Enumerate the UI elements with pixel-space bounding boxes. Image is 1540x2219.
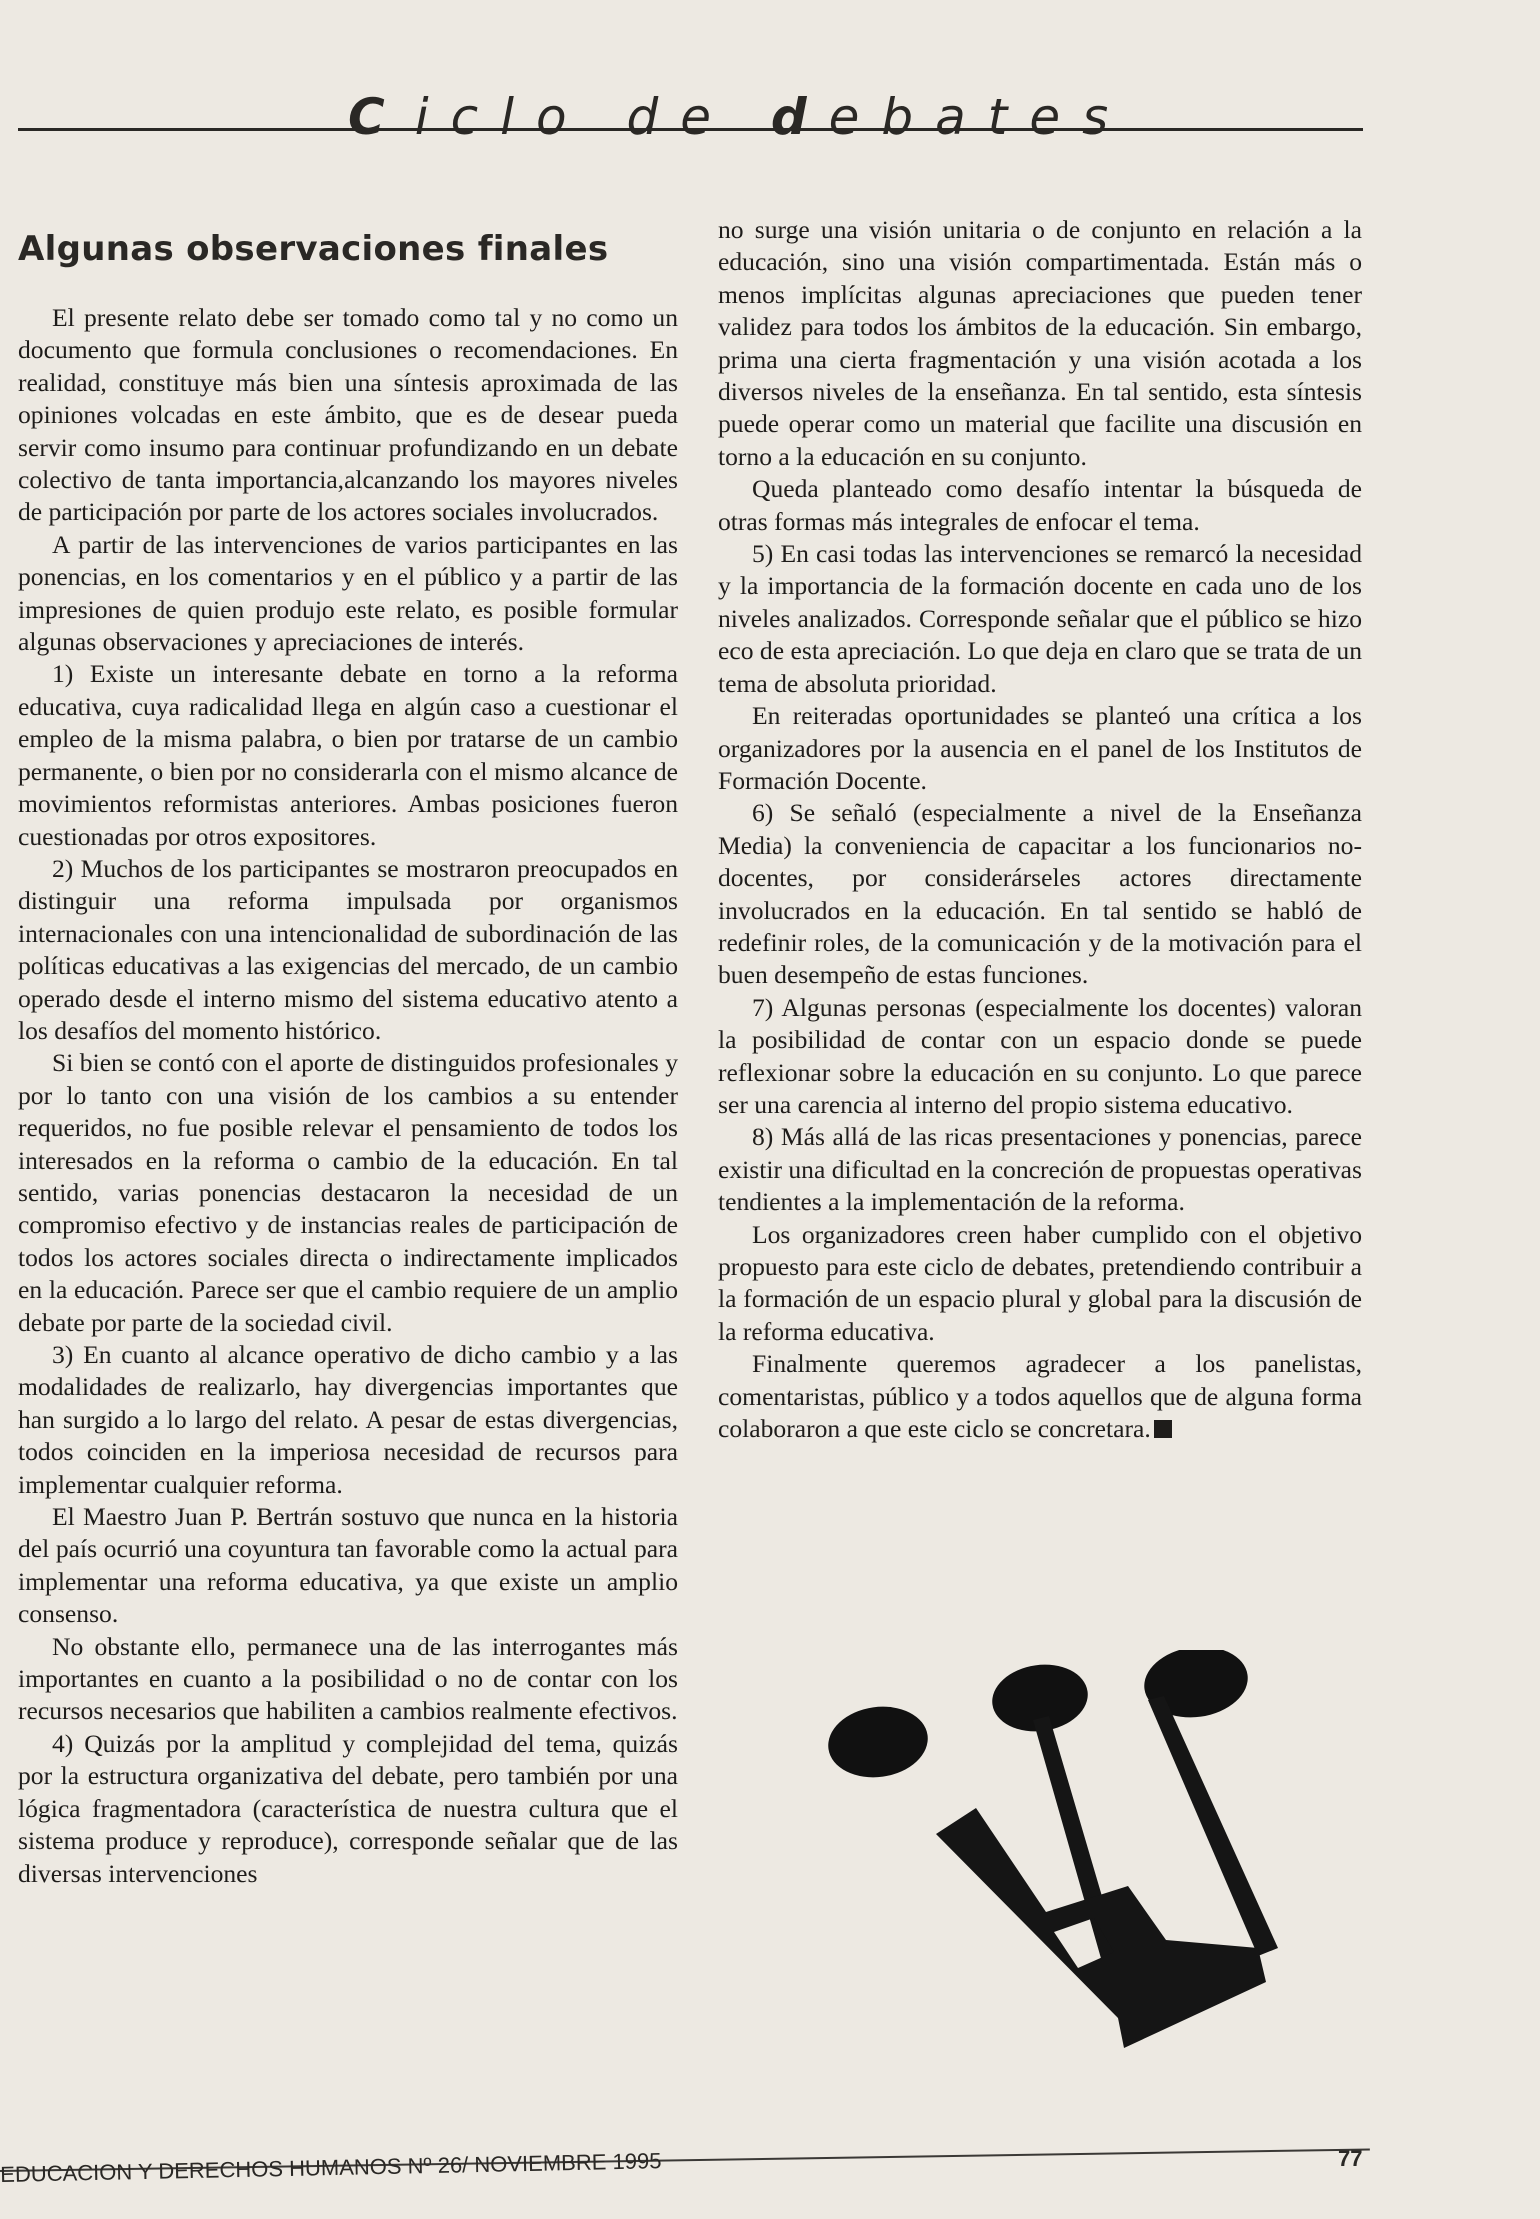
paragraph: 5) En casi todas las intervenciones se remarcó la necesidad y la importancia de la formación docente en cada uno de los niveles analizados. Corresponde señalar que el público se hizo eco de esta apreciación. Lo que deja en claro que se trata de un tema de absoluta prioridad. — [718, 539, 1362, 698]
header-title — [348, 88, 1131, 146]
paragraph: Si bien se contó con el aporte de distinguidos profesionales y por lo tanto con una visión de los cambios a su entender requeridos, no fue posible relevar el pensamiento de todos los interesados en la reforma o cambio de la educación. En tal sentido, varias ponencias destacaron la necesidad de un compromiso efectivo y de instancias reales de participación de todos los actores sociales directa o indirectamente implicados en la educación. Parece ser que el cambio requiere de un amplio debate por parte de la sociedad civil. — [18, 1048, 678, 1337]
header-title-end: ebates — [828, 88, 1131, 146]
page-number: 77 — [1338, 2146, 1363, 2171]
end-mark-icon — [1154, 1420, 1172, 1438]
paragraph: 2) Muchos de los participantes se mostraron preocupados en distinguir una reforma impulsada por organismos internacionales con una intencionalidad de subordinación de las políticas educativas a las exigencias del mercado, de un cambio operado desde el interno mismo del sistema educativo atento a los desafíos del momento histórico. — [18, 853, 678, 1045]
paragraph: Queda planteado como desafío intentar la búsqueda de otras formas más integrales de enfocar el tema. — [718, 474, 1362, 536]
paragraph: El Maestro Juan P. Bertrán sostuvo que nunca en la historia del país ocurrió una coyuntura tan favorable como la actual para implementar una reforma educativa, ya que existe un amplio consenso. — [18, 1502, 678, 1629]
left-column — [18, 210, 678, 1890]
paragraph: 3) En cuanto al alcance operativo de dicho cambio y a las modalidades de realizarlo, hay divergencias importantes que han surgido a lo largo del relato. A pesar de estas divergencias, todos coinciden en la imperiosa necesidad de recursos para implementar cualquier reforma. — [18, 1340, 678, 1499]
paragraph: 8) Más allá de las ricas presentaciones y ponencias, parece existir una dificultad en la concreción de propuestas operativas tendientes a la implementación de la reforma. — [718, 1122, 1362, 1217]
paragraph: no surge una visión unitaria o de conjunto en relación a la educación, sino una visión compartimentada. Están más o menos implícitas algunas apreciaciones que pueden tener validez para todos los ámbitos de la educación. Sin embargo, prima una cierta fragmentación y una visión acotada a los diversos niveles de la enseñanza. En tal sentido, esta síntesis puede operar como un material que facilite una discusión en torno a la educación en su conjunto. — [718, 215, 1362, 471]
paragraph: 6) Se señaló (especialmente a nivel de la Enseñanza Media) la conveniencia de capacitar a los funcionarios no-docentes, por considerárseles actores directamente involucrados en la educación. En tal sentido se habló de redefinir roles, de la comunicación y de la motivación para el buen desempeño de estas funciones. — [718, 798, 1362, 990]
paragraph: A partir de las intervenciones de varios participantes en las ponencias, en los comentarios y en el público y a partir de las impresiones de quien produjo este relato, es posible formular algunas observaciones y apreciaciones de interés. — [18, 529, 678, 657]
paragraph: En reiteradas oportunidades se planteó una crítica a los organizadores por la ausencia en el panel de los Institutos de Formación Docente. — [718, 701, 1362, 795]
header-title-middle: iclo de — [414, 88, 771, 146]
paragraph: 4) Quizás por la amplitud y complejidad del tema, quizás por la estructura organizativa del debate, pero también por una lógica fragmentadora (característica de nuestra cultura que el sistema produce y reproduce), corresponde señalar que de las diversas intervenciones — [18, 1728, 678, 1888]
section-title: Algunas observaciones finales — [18, 229, 609, 269]
paragraph: 1) Existe un interesante debate en torno a la reforma educativa, cuya radicalidad llega en algún caso a cuestionar el empleo de la misma palabra, o bien por tratarse de un cambio permanente, o bien por no considerarla con el mismo alcance de movimientos reformistas anteriores. Ambas posiciones fueron cuestionadas por otros expositores. — [18, 659, 678, 851]
paragraph: 7) Algunas personas (especialmente los docentes) valoran la posibilidad de contar con un espacio donde se puede reflexionar sobre la educación en su conjunto. Lo que parece ser una carencia al interno del propio sistema educativo. — [718, 992, 1362, 1119]
paragraph: Los organizadores creen haber cumplido con el objetivo propuesto para este ciclo de debates, pretendiendo contribuir a la formación de un espacio plural y global para la discusión de la reforma educativa. — [718, 1219, 1362, 1346]
header-rule — [18, 128, 1363, 131]
music-notes-logo-icon — [818, 1650, 1298, 2070]
right-column — [718, 214, 1362, 1445]
final-paragraph — [718, 1348, 1362, 1445]
page-header — [18, 88, 1363, 148]
header-first-letter: C — [348, 88, 415, 146]
paragraph: El presente relato debe ser tomado como tal y no como un documento que formula conclusiones o recomendaciones. En realidad, constituye más bien una síntesis aproximada de las opiniones volcadas en este ámbito, que es de desear pueda servir como insumo para continuar profundizando en un debate colectivo de tanta importancia,alcanzando los mayores niveles de participación por parte de los actores sociales involucrados. — [18, 303, 678, 527]
footer-publication: EDUCACION Y DERECHOS HUMANOS Nº 26/ NOVIEMBRE 1995 — [0, 2148, 662, 2187]
paragraph: No obstante ello, permanece una de las interrogantes más importantes en cuanto a la posibilidad o no de contar con los recursos necesarios que habiliten a cambios realmente efectivos. — [18, 1631, 678, 1726]
header-bold-letter: d — [770, 88, 829, 146]
final-paragraph-text: Finalmente queremos agradecer a los panelistas, comentaristas, público y a todos aquellos que de alguna forma colaboraron a que este ciclo se concretara. — [718, 1349, 1362, 1444]
